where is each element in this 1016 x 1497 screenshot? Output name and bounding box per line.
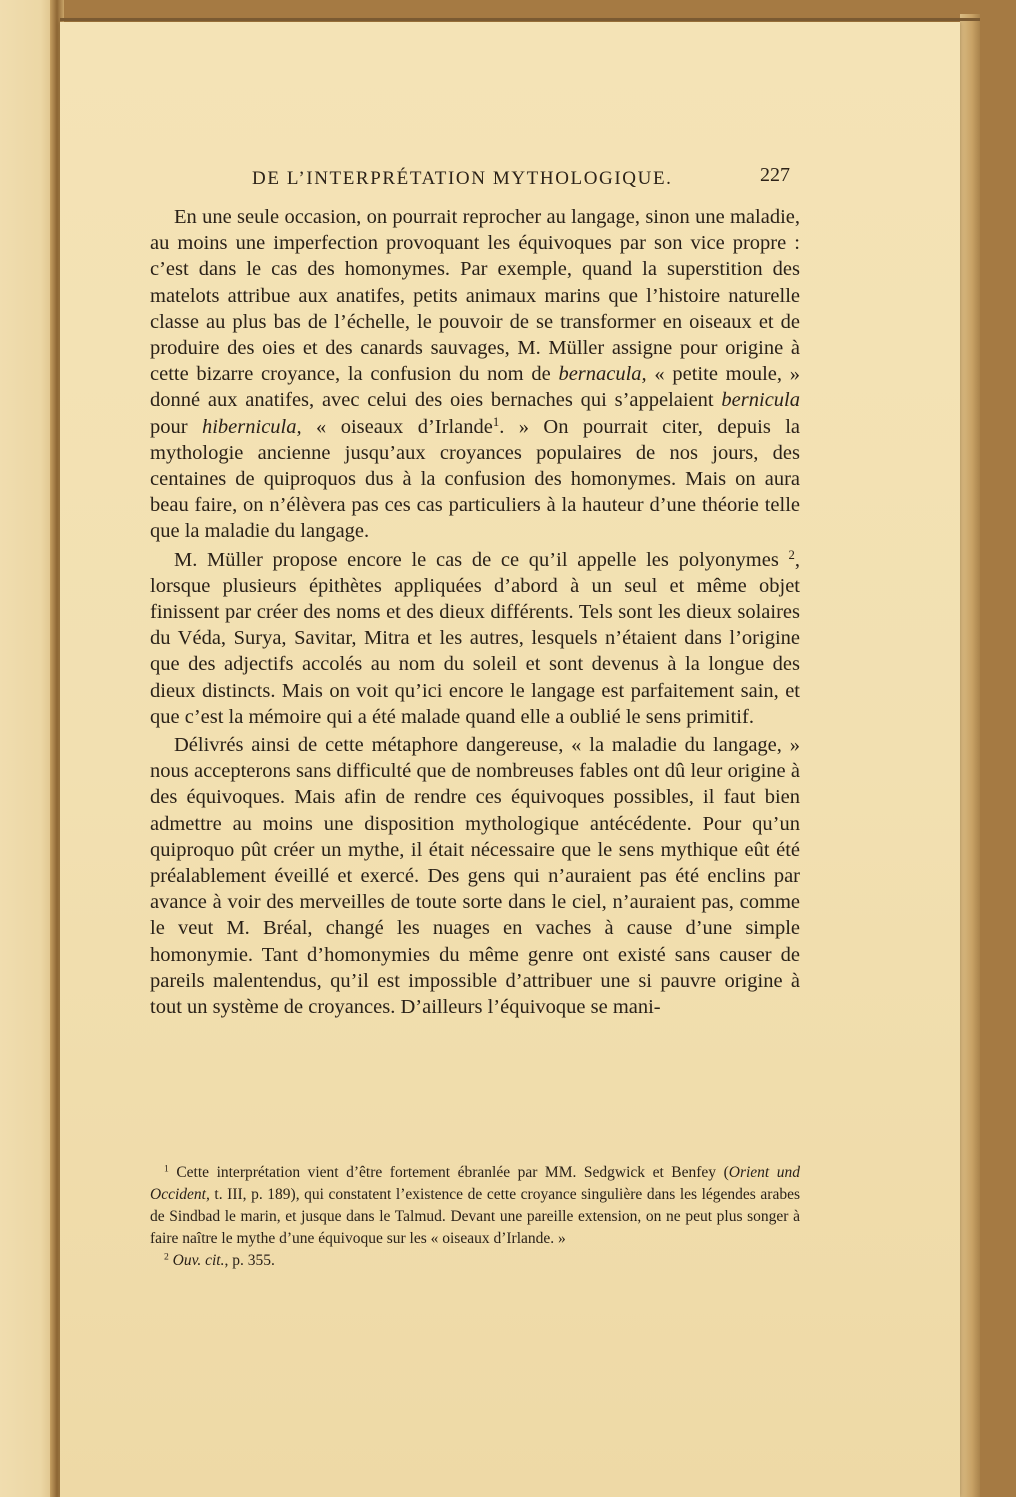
page-fore-edge: [960, 14, 980, 1497]
p1-italic-bernicula: bernicula: [721, 389, 800, 412]
page-number: 227: [760, 164, 790, 186]
footnote-2-text: , p. 355.: [224, 1252, 275, 1269]
p2-text-b: , lorsque plusieurs épithètes appliquées d’abord à un seul et même objet finissent par créer des noms et des dieux différents. Tels sont les dieux solaires du Véda, Surya, Savitar, Mitra et les autres, lesquels n’étaient dans l’origine que des adjectifs accolés au nom du soleil et sont devenus à la longue des dieux distincts. Mais on voit qu’ici encore le langage est parfaitement sain, et que c’est la mémoire qui a été malade quand elle a oublié le sens primitif.: [150, 548, 800, 728]
paragraph-polyonymes: [150, 547, 800, 730]
p1-italic-bernacula: bernacula,: [558, 363, 647, 386]
footnote-1-text-a: Cette interprétation vient d’être fortement ébranlée par MM. Sedgwick et Benfey (: [168, 1164, 729, 1181]
p1-text-d: « oiseaux d’Irlande: [301, 415, 493, 438]
page-header: [150, 164, 800, 198]
p1-italic-hibernicula: hibernicula,: [201, 415, 302, 438]
footnote-1-text-b: t. III, p. 189), qui constatent l’existence de cette croyance singulière dans les légendes arabes de Sindbad le marin, et jusque dans le Talmud. Devant une pareille extension, on ne peut plus songer à faire naître le mythe d’une équivoque sur les « oiseaux d’Irlande. »: [150, 1186, 800, 1247]
p1-text-a: En une seule occasion, on pourrait reprocher au langage, sinon une maladie, au moins une imperfection provoquant les équivoques par son vice propre : c’est dans le cas des homonymes. Par exemple, quand la superstition des matelots attribue aux anatifes, petits animaux marins que l’histoire naturelle classe au plus bas de l’échelle, le pouvoir de se transformer en oiseaux et de produire des oies et des canards sauvages, M. Müller assigne pour origine à cette bizarre croyance, la confusion du nom de: [150, 206, 800, 386]
footnote-2-italic: Ouv. cit.: [172, 1252, 225, 1269]
footnote-ref-1[interactable]: 1: [492, 414, 500, 429]
footnote-1-mark: 1: [164, 1163, 169, 1175]
page-top-border: [60, 18, 980, 21]
paragraph-homonymes: [150, 204, 800, 545]
footnote-1: [150, 1162, 800, 1250]
footnote-1-italic: Orient und Occident,: [150, 1164, 801, 1203]
p1-text-e: . » On pourrait citer, depuis la mythologie ancienne jusqu’aux croyances populaires de nos jours, des centaines de quiproquos dus à la confusion des homonymes. Mais on aura beau faire, on n’élèvera pas ces cas particuliers à la hauteur d’une théorie telle que la maladie du langage.: [150, 415, 800, 543]
footnotes: [150, 1162, 800, 1272]
p1-text-b: « petite moule, » donné aux anatifes, avec celui des oies bernaches qui s’appelaient: [150, 363, 800, 412]
running-title: DE L’INTERPRÉTATION MYTHOLOGIQUE.: [252, 168, 673, 189]
p2-text-a: M. Müller propose encore le cas de ce qu’il appelle les polyonymes: [174, 548, 789, 571]
footnote-ref-2[interactable]: 2: [788, 547, 795, 562]
main-text: [150, 204, 800, 1020]
p1-text-c: pour: [150, 415, 202, 438]
footnote-2: [150, 1250, 800, 1272]
footnote-2-mark: 2: [164, 1251, 169, 1263]
paragraph-equivoques: Délivrés ainsi de cette métaphore dangereuse, « la maladie du langage, » nous accepterons sans difficulté que de nombreuses fables ont dû leur origine à des équivoques. Mais afin de rendre ces équivoques possibles, il faut bien admettre au moins une disposition mythologique antécédente. Pour qu’un quiproquo pût créer un mythe, il était nécessaire que le sens mythique eût été préalablement éveillé et exercé. Des gens qui n’auraient pas été enclins par avance à voir des merveilles de toute sorte dans le ciel, n’auraient pas, comme le veut M. Bréal, changé les nuages en vaches à cause d’une simple homonymie. Tant d’homonymies du même genre ont existé sans causer de pareils malentendus, qu’il est impossible d’attribuer une si pauvre origine à tout un système de croyances. D’ailleurs l’équivoque se mani-: [150, 734, 800, 1019]
